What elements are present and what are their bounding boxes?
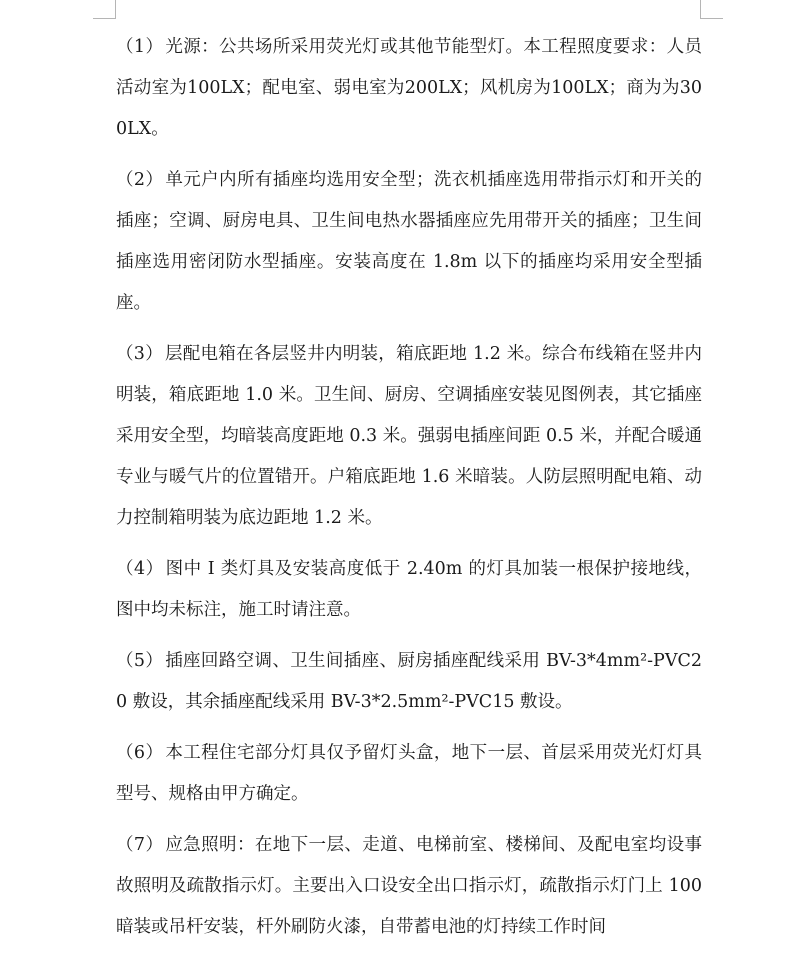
- paragraph-number: （2）: [116, 170, 164, 190]
- paragraph-text: 单元户内所有插座均选用安全型；洗衣机插座选用带指示灯和开关的插座；空调、厨房电具、卫生间电热水器插座应先用带开关的插座；卫生间插座选用密闭防水型插座。安装高度在 1.8m 以下的插座均采用安全型插座。: [116, 170, 702, 313]
- paragraph-2: [116, 160, 702, 324]
- paragraph-number: （1）: [116, 37, 164, 57]
- paragraph-3: [116, 334, 702, 539]
- paragraph-text: 应急照明：在地下一层、走道、电梯前室、楼梯间、及配电室均设事故照明及疏散指示灯。主要出入口设安全出口指示灯，疏散指示灯门上 100 暗装或吊杆安装，杆外刷防火漆，自带蓄电池的灯持续工作时间: [116, 835, 702, 937]
- paragraph-5: [116, 641, 702, 723]
- document-body: [116, 27, 702, 958]
- paragraph-number: （4）: [116, 559, 164, 579]
- paragraph-text: 本工程住宅部分灯具仅予留灯头盒，地下一层、首层采用荧光灯灯具型号、规格由甲方确定。: [116, 743, 702, 804]
- paragraph-6: [116, 733, 702, 815]
- paragraph-text: 插座回路空调、卫生间插座、厨房插座配线采用 BV-3*4mm²-PVC20 敷设，其余插座配线采用 BV-3*2.5mm²-PVC15 敷设。: [116, 651, 702, 712]
- paragraph-text: 图中 I 类灯具及安装高度低于 2.40m 的灯具加装一根保护接地线，图中均未标注，施工时请注意。: [116, 559, 702, 620]
- paragraph-number: （6）: [116, 743, 164, 763]
- paragraph-number: （5）: [116, 651, 164, 671]
- paragraph-number: （3）: [116, 344, 163, 364]
- paragraph-number: （7）: [116, 835, 164, 855]
- paragraph-text: 光源：公共场所采用荧光灯或其他节能型灯。本工程照度要求：人员活动室为100LX；配电室、弱电室为200LX；风机房为100LX；商为为300LX。: [116, 37, 702, 139]
- paragraph-7: [116, 825, 702, 948]
- margin-corner-mark-right: [700, 0, 723, 19]
- margin-corner-mark-left: [93, 0, 116, 19]
- paragraph-text: 层配电箱在各层竖井内明装，箱底距地 1.2 米。综合布线箱在竖井内明装，箱底距地 1.0 米。卫生间、厨房、空调插座安装见图例表，其它插座采用安全型，均暗装高度距地 0.3 米。强弱电插座间距 0.5 米，并配合暖通专业与暖气片的位置错开。户箱底距地 1.6 米暗装。人防层照明配电箱、动力控制箱明装为底边距地 1.2 米。: [116, 344, 702, 528]
- paragraph-1: [116, 27, 702, 150]
- paragraph-4: [116, 549, 702, 631]
